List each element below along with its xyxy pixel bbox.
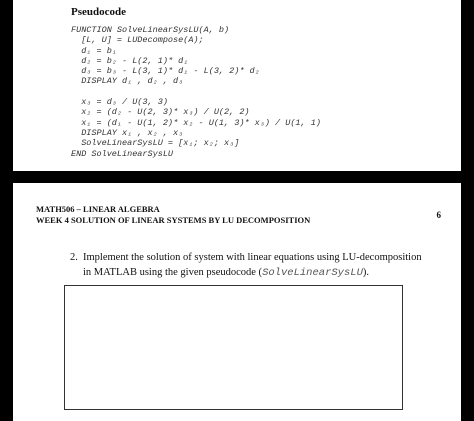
code-line: x₁ = (d₁ - U(1, 2)* x₂ - U(1, 3)* x₃) / U(1, 1) [71,117,321,128]
week-title: WEEK 4 SOLUTION OF LINEAR SYSTEMS BY LU DECOMPOSITION [36,215,311,225]
code-line [71,87,321,97]
function-name: SolveLinearSysLU [262,267,363,279]
code-line: SolveLinearSysLU = [x₁; x₂; x₃] [71,138,240,149]
exercise-page [13,183,461,421]
question-item [70,250,430,281]
question-number: 2. [70,252,78,263]
code-line: [L, U] = LUDecompose(A); [71,35,204,46]
code-line: d₃ = b₃ - L(3, 1)* d₁ - L(3, 2)* d₂ [71,66,260,77]
code-line: x₃ = d₃ / U(3, 3) [71,97,168,108]
code-line: END SolveLinearSysLU [71,148,174,159]
pseudocode-block [71,25,321,159]
question-text-after: ). [362,267,370,278]
page-number: 6 [436,210,441,220]
code-line: DISPLAY d₁ , d₂ , d₃ [71,76,184,87]
code-line: d₂ = b₂ - L(2, 1)* d₁ [71,55,189,66]
code-line: DISPLAY x₁ , x₂ , x₃ [71,127,184,138]
question-text [83,250,430,281]
course-header [36,204,310,226]
code-line: x₂ = (d₂ - U(2, 3)* x₃) / U(2, 2) [71,107,250,118]
question-text-before: Implement the solution of system with linear equations using LU-decomposition in MATLAB using the given pseudocode ( [83,252,422,278]
course-title: MATH506 – LINEAR ALGEBRA [36,204,160,214]
pseudocode-page [13,0,461,171]
pseudocode-heading: Pseudocode [71,6,126,18]
code-line: FUNCTION SolveLinearSysLU(A, b) [71,25,230,35]
answer-box[interactable] [64,285,403,410]
code-line: d₁ = b₁ [71,45,117,56]
